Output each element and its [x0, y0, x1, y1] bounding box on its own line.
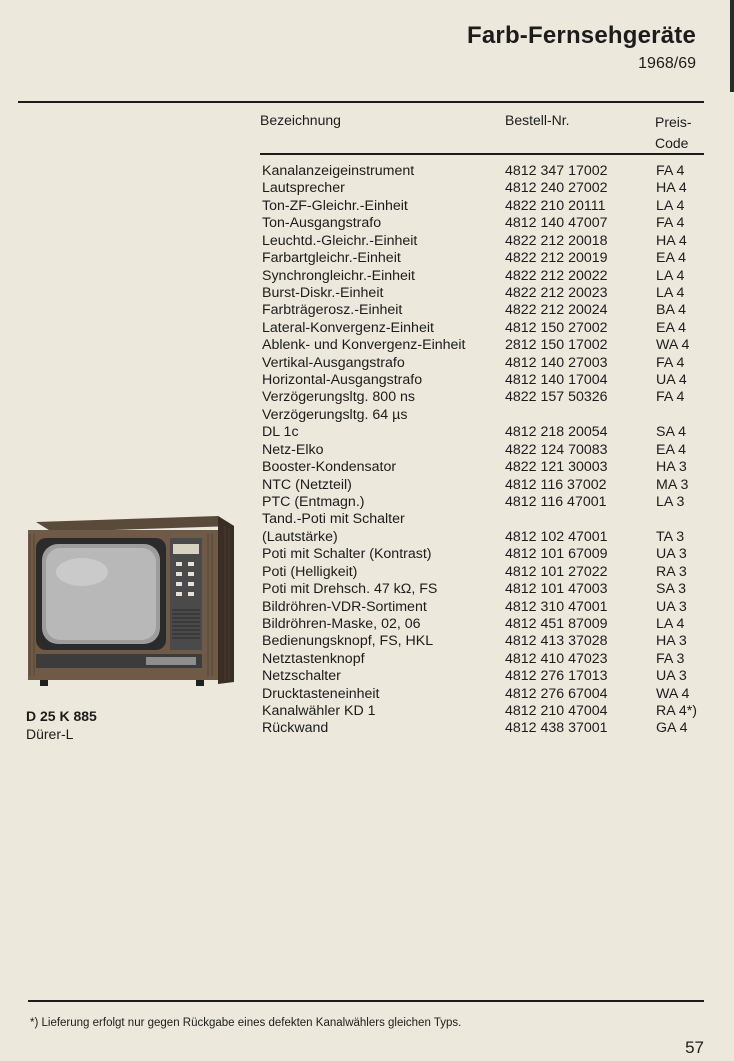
- part-name-cell: Kanalwähler KD 1: [262, 703, 376, 720]
- order-number-cell: 4812 116 37002: [505, 476, 607, 493]
- part-name-cell: Synchrongleichr.-Einheit: [262, 267, 415, 284]
- order-number-cell: 4812 140 17004: [505, 372, 608, 389]
- order-number-cell: 4812 140 27003: [505, 354, 608, 371]
- part-name-cell: Bildröhren-Maske, 02, 06: [262, 615, 421, 632]
- header-rule: [260, 153, 704, 155]
- part-name-cell: Netzschalter: [262, 668, 341, 685]
- part-name-cell: Burst-Diskr.-Einheit: [262, 284, 384, 301]
- part-name-cell: Poti mit Schalter (Kontrast): [262, 546, 432, 563]
- order-number-cell: 4812 101 67009: [505, 546, 608, 563]
- tv-set-image: [22, 514, 240, 704]
- table-row: [262, 285, 710, 302]
- table-row: [262, 511, 710, 528]
- footnote: *) Lieferung erfolgt nur gegen Rückgabe eines defekten Kanalwählers gleichen Typs.: [30, 1017, 462, 1029]
- model-number: D 25 K 885: [26, 708, 97, 724]
- column-header-preis-code: [655, 112, 692, 154]
- price-code-cell: TA 3: [656, 528, 685, 545]
- order-number-cell: 4812 410 47023: [505, 650, 608, 667]
- order-number-cell: 4822 212 20018: [505, 232, 608, 249]
- column-header-preis-code-line1: Preis-: [655, 114, 692, 130]
- table-row: [262, 477, 710, 494]
- price-code-cell: UA 3: [656, 668, 687, 685]
- table-row: [262, 564, 710, 581]
- part-name-cell: PTC (Entmagn.): [262, 493, 365, 510]
- footer-rule: [28, 1000, 704, 1002]
- part-name-cell: Bildröhren-VDR-Sortiment: [262, 598, 427, 615]
- order-number-cell: 4812 150 27002: [505, 319, 608, 336]
- table-row: [262, 337, 710, 354]
- table-row: [262, 180, 710, 197]
- price-code-cell: HA 4: [656, 180, 687, 197]
- page-number: 57: [685, 1038, 704, 1057]
- order-number-cell: 4812 210 47004: [505, 703, 608, 720]
- price-code-cell: FA 3: [656, 650, 685, 667]
- year-label: 1968/69: [638, 55, 696, 72]
- part-name-cell: Poti (Helligkeit): [262, 563, 358, 580]
- part-name-cell: Ton-ZF-Gleichr.-Einheit: [262, 197, 408, 214]
- order-number-cell: 4822 121 30003: [505, 459, 608, 476]
- price-code-cell: EA 4: [656, 250, 686, 267]
- order-number-cell: 4822 212 20024: [505, 302, 608, 319]
- part-name-cell: Drucktasteneinheit: [262, 685, 380, 702]
- table-row: [262, 703, 710, 720]
- order-number-cell: 4812 276 67004: [505, 685, 608, 702]
- price-code-cell: FA 4: [656, 163, 685, 179]
- table-row: [262, 651, 710, 668]
- price-code-cell: HA 3: [656, 459, 687, 476]
- part-name-cell: Bedienungsknopf, FS, HKL: [262, 633, 434, 650]
- price-code-cell: EA 4: [656, 441, 686, 458]
- order-number-cell: 4812 240 27002: [505, 180, 608, 197]
- order-number-cell: 4822 157 50326: [505, 389, 608, 406]
- part-name-cell: Kanalanzeigeinstrument: [262, 163, 415, 179]
- part-name-cell: Leuchtd.-Gleichr.-Einheit: [262, 232, 418, 249]
- table-row: [262, 529, 710, 546]
- price-code-cell: SA 4: [656, 424, 686, 441]
- order-number-cell: 2812 150 17002: [505, 337, 608, 354]
- price-code-cell: LA 4: [656, 284, 685, 301]
- price-code-cell: FA 4: [656, 215, 685, 232]
- price-code-cell: MA 3: [656, 476, 689, 493]
- table-row: [262, 163, 710, 180]
- part-name-cell: Netz-Elko: [262, 441, 324, 458]
- price-code-cell: WA 4: [656, 685, 690, 702]
- order-number-cell: 4822 212 20023: [505, 284, 608, 301]
- column-header-bezeichnung: Bezeichnung: [260, 112, 341, 128]
- price-code-cell: BA 4: [656, 302, 686, 319]
- part-name-cell: Netztastenknopf: [262, 650, 365, 667]
- part-name-cell: Ablenk- und Konvergenz-Einheit: [262, 337, 466, 354]
- table-row: [262, 268, 710, 285]
- part-name-cell: (Lautstärke): [262, 528, 338, 545]
- price-code-cell: UA 4: [656, 372, 687, 389]
- order-number-cell: 4812 116 47001: [505, 493, 607, 510]
- price-code-cell: RA 4*): [656, 703, 698, 720]
- table-row: [262, 372, 710, 389]
- table-row: [262, 459, 710, 476]
- table-row: [262, 320, 710, 337]
- order-number-cell: 4812 276 17013: [505, 668, 608, 685]
- top-rule: [18, 101, 704, 103]
- price-code-cell: UA 3: [656, 546, 687, 563]
- table-row: [262, 494, 710, 511]
- price-code-cell: HA 3: [656, 633, 687, 650]
- price-code-cell: LA 3: [656, 493, 685, 510]
- part-name-cell: Verzögerungsltg. 64 µs: [262, 406, 408, 423]
- table-row: [262, 355, 710, 372]
- price-code-cell: UA 3: [656, 598, 687, 615]
- table-row: [262, 599, 710, 616]
- model-name: Dürer-L: [26, 726, 74, 742]
- table-row: [262, 668, 710, 685]
- price-code-cell: FA 4: [656, 354, 685, 371]
- price-code-cell: EA 4: [656, 319, 686, 336]
- price-code-cell: GA 4: [656, 720, 688, 737]
- price-code-cell: LA 4: [656, 197, 685, 214]
- price-code-cell: HA 4: [656, 232, 687, 249]
- price-code-cell: RA 3: [656, 563, 687, 580]
- order-number-cell: 4812 438 37001: [505, 720, 608, 737]
- table-row: [262, 424, 710, 441]
- order-number-cell: 4812 140 47007: [505, 215, 608, 232]
- table-row: [262, 198, 710, 215]
- table-row: [262, 720, 710, 737]
- table-row: [262, 686, 710, 703]
- order-number-cell: 4812 101 27022: [505, 563, 608, 580]
- table-row: [262, 407, 710, 424]
- part-name-cell: Lautsprecher: [262, 180, 345, 197]
- part-name-cell: Horizontal-Ausgangstrafo: [262, 372, 423, 389]
- part-name-cell: Ton-Ausgangstrafo: [262, 215, 382, 232]
- price-code-cell: LA 4: [656, 267, 685, 284]
- table-row: [262, 389, 710, 406]
- part-name-cell: Farbträgerosz.-Einheit: [262, 302, 403, 319]
- table-row: [262, 581, 710, 598]
- part-name-cell: Lateral-Konvergenz-Einheit: [262, 319, 434, 336]
- order-number-cell: 4822 210 20111: [505, 197, 606, 214]
- page-title: Farb-Fernsehgeräte: [467, 22, 696, 49]
- order-number-cell: 4812 451 87009: [505, 615, 608, 632]
- order-number-cell: 4812 102 47001: [505, 528, 608, 545]
- order-number-cell: 4822 212 20019: [505, 250, 608, 267]
- order-number-cell: 4812 101 47003: [505, 581, 608, 598]
- table-row: [262, 546, 710, 563]
- table-row: [262, 233, 710, 250]
- price-code-cell: WA 4: [656, 337, 690, 354]
- table-row: [262, 302, 710, 319]
- order-number-cell: 4822 212 20022: [505, 267, 608, 284]
- part-name-cell: NTC (Netzteil): [262, 476, 352, 493]
- table-row: [262, 442, 710, 459]
- part-name-cell: Farbartgleichr.-Einheit: [262, 250, 401, 267]
- price-code-cell: SA 3: [656, 581, 686, 598]
- part-name-cell: Vertikal-Ausgangstrafo: [262, 354, 405, 371]
- table-row: [262, 633, 710, 650]
- part-name-cell: Tand.-Poti mit Schalter: [262, 511, 405, 528]
- price-code-cell: LA 4: [656, 615, 685, 632]
- table-row: [262, 616, 710, 633]
- order-number-cell: 4812 218 20054: [505, 424, 608, 441]
- column-header-bestell-nr: Bestell-Nr.: [505, 112, 570, 128]
- order-number-cell: 4822 124 70083: [505, 441, 608, 458]
- part-name-cell: Verzögerungsltg. 800 ns: [262, 389, 416, 406]
- table-row: [262, 250, 710, 267]
- order-number-cell: 4812 347 17002: [505, 163, 608, 179]
- page-edge: [730, 0, 734, 92]
- part-name-cell: Booster-Kondensator: [262, 459, 397, 476]
- order-number-cell: 4812 413 37028: [505, 633, 608, 650]
- table-row: [262, 215, 710, 232]
- order-number-cell: 4812 310 47001: [505, 598, 608, 615]
- part-name-cell: Rückwand: [262, 720, 329, 737]
- part-name-cell: DL 1c: [262, 424, 299, 441]
- price-code-cell: FA 4: [656, 389, 685, 406]
- part-name-cell: Poti mit Drehsch. 47 kΩ, FS: [262, 581, 438, 598]
- column-header-preis-code-line2: Code: [655, 135, 689, 151]
